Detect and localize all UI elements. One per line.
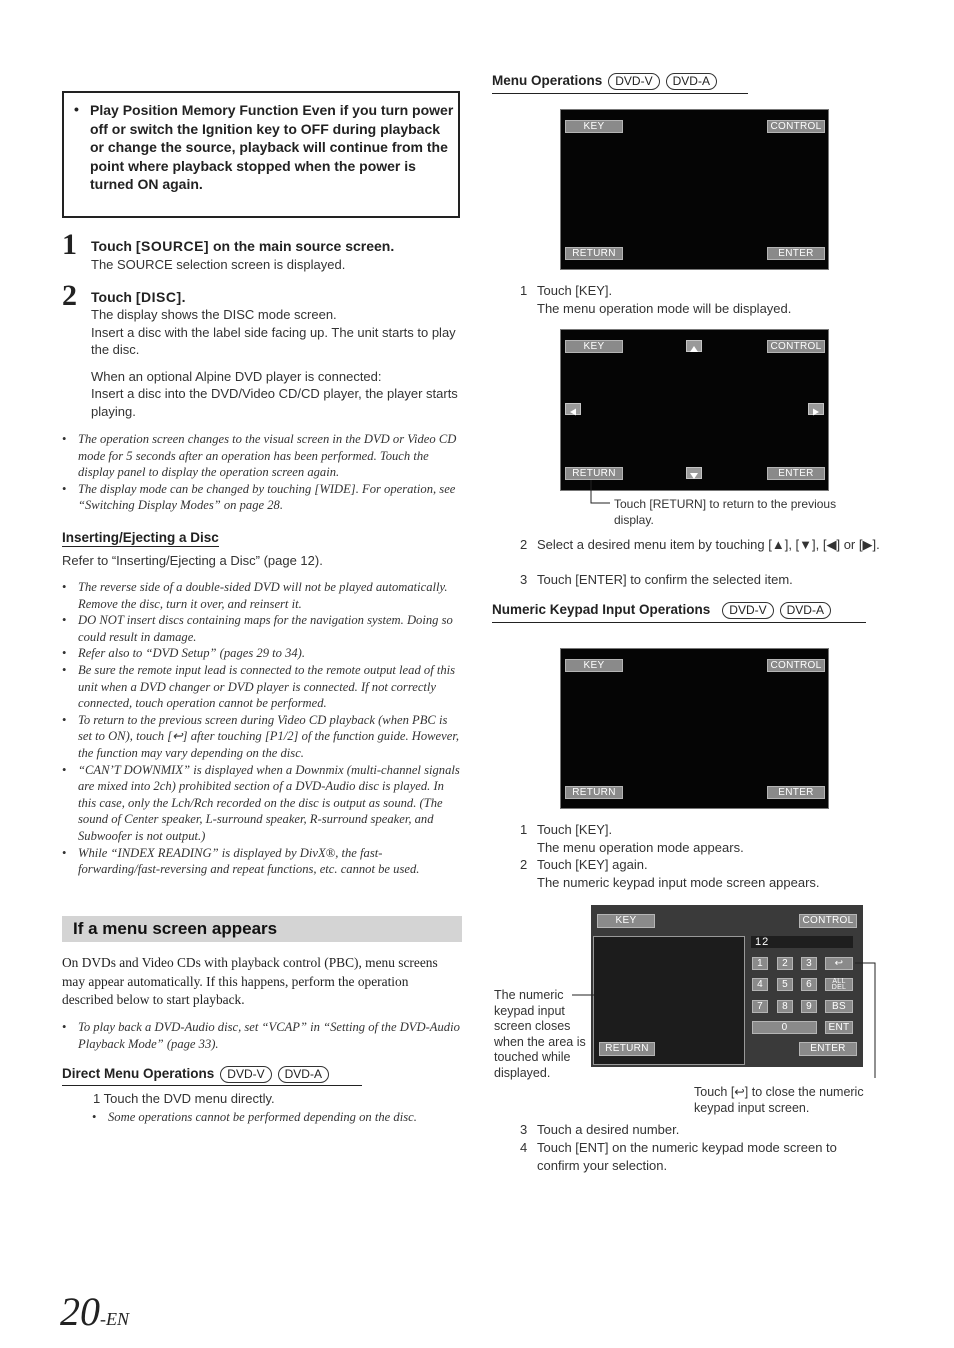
divider [62,1085,362,1086]
keypad-close-callout: The numeric keypad input screen closes when the area is touched while displayed. [494,988,586,1080]
return-callout: Touch [RETURN] to return to the previous display. [614,497,837,527]
step-number: 2 [520,537,528,552]
enter-button[interactable]: ENTER [799,1042,857,1056]
key-button[interactable]: KEY [565,340,623,353]
step-desc: Insert a disc with the label side facing up. The unit starts to play the disc. [91,324,456,357]
menu-intro: On DVDs and Video CDs with playback control (PBC), menu screens may appear automatically. If this happens, perform the operation described below to start playback. [62,955,438,1008]
down-arrow-icon [687,471,701,481]
key-8[interactable]: 8 [777,1000,793,1013]
control-button[interactable]: CONTROL [767,340,825,353]
up-arrow-button[interactable] [686,340,702,352]
step-number: 1 [62,228,77,261]
section-header [62,916,462,942]
key-9[interactable]: 9 [801,1000,817,1013]
left-arrow-icon [566,407,580,417]
menu-step-text: Touch [ENTER] to confirm the selected item. [537,572,793,587]
back-callout: Touch [↩] to close the numeric keypad input screen. [694,1085,864,1115]
step-title [91,238,394,254]
return-button[interactable]: RETURN [565,247,623,260]
divider [492,93,748,94]
bs-button[interactable]: BS [825,1000,853,1013]
key-button[interactable]: KEY [565,659,623,672]
step-title-key: [SOURCE] [135,238,210,254]
key-5[interactable]: 5 [777,978,793,991]
step-desc: The SOURCE selection screen is displayed. [91,257,346,272]
step-title-post: . [181,289,186,305]
note-item: • “CAN’T DOWNMIX” is displayed when a Downmix (multi-channel signals are mixed into 2ch) prohibited section of a DVD-Audio disc is played. In this case, only the Lch/Rch recorded on the disc is output as sound. (The sound of Center speaker, L-surround speaker, R-surround speaker, and Subwoofer is not output.) [62,762,462,845]
menu-step [537,282,791,317]
notes-list [62,579,462,878]
dvd-v-badge: DVD-V [220,1066,271,1083]
key-0[interactable]: 0 [752,1021,817,1034]
numeric-menu-screen [560,648,829,809]
up-arrow-icon [687,344,701,354]
note-item: • Be sure the remote input lead is connected to the remote output lead of this unit when a DVD changer or DVD player is connected. If not correctly connected, touch operation cannot be performed. [62,662,462,712]
step-number: 3 [520,1122,528,1137]
note-item: • Refer also to “DVD Setup” (pages 29 to 34). [62,645,462,662]
control-button[interactable]: CONTROL [799,914,857,928]
menu-control-screen [560,329,829,491]
step-number: 3 [520,572,528,587]
control-button[interactable]: CONTROL [767,659,825,672]
numeric-step-text: Touch [ENT] on the numeric keypad mode screen to confirm your selection. [537,1140,837,1173]
step-number: 1 [520,822,528,837]
step-desc: The display shows the DISC mode screen. [91,307,337,322]
note-item: • Some operations cannot be performed depending on the disc. [92,1109,462,1126]
enter-button[interactable]: ENTER [767,247,825,260]
direct-heading-text: Direct Menu Operations [62,1066,215,1081]
menu-step-text: Touch [KEY]. [537,283,613,298]
step-number: 4 [520,1140,528,1155]
key-button[interactable]: KEY [597,914,655,928]
numeric-step-text: Touch [KEY]. [537,822,613,837]
return-button[interactable]: RETURN [565,467,623,480]
all-del-button[interactable]: ALL DEL [825,978,853,991]
dvd-v-badge: DVD-V [608,73,659,90]
numeric-step-text: Touch [KEY] again. [537,857,648,872]
ent-button[interactable]: ENT [825,1021,853,1034]
numeric-step [537,856,820,891]
down-arrow-button[interactable] [686,467,702,479]
inserting-ref: Refer to “Inserting/Ejecting a Disc” (page 12). [62,553,323,568]
step-number: 2 [62,279,77,312]
page-number-value: 20 [60,1289,100,1334]
enter-button[interactable]: ENTER [767,467,825,480]
key-3[interactable]: 3 [801,957,817,970]
menu-step-text: The menu operation mode will be displayed. [537,300,792,316]
numeric-heading [492,602,831,619]
key-6[interactable]: 6 [801,978,817,991]
dvd-a-badge: DVD-A [666,73,717,90]
note-item: • The operation screen changes to the visual screen in the DVD or Video CD mode for 5 seconds after an operation has been performed. Touch the display panel to display the operation screen again. [62,431,462,481]
menu-ops-heading [492,73,717,90]
note-item: • The display mode can be changed by touching [WIDE]. For operation, see “Switching Display Modes” on page 28. [62,481,462,514]
step-title-pre: Touch [91,238,136,254]
note-item: • To play back a DVD-Audio disc, set “VCAP” in “Setting of the DVD-Audio Playback Mode” (page 33). [62,1019,462,1052]
step-desc: Insert a disc into the DVD/Video CD/CD player, the player starts playing. [91,386,458,419]
return-button[interactable]: RETURN [599,1042,655,1056]
note-item: • To return to the previous screen during Video CD playback (when PBC is set to ON), touch [↩] after touching [P1/2] of the function guide. However, the function may vary depending on the disc. [62,712,462,762]
numeric-step-text: The menu operation mode appears. [537,839,744,855]
divider [492,622,866,623]
step-title-key: [DISC] [135,289,182,305]
direct-heading [62,1066,329,1083]
return-button[interactable]: RETURN [565,786,623,799]
key-4[interactable]: 4 [752,978,768,991]
input-display: 12 [751,936,853,948]
keypad-screen [591,905,863,1067]
note-item: • DO NOT insert discs containing maps for the navigation system. Doing so could result in damage. [62,612,462,645]
control-button[interactable]: CONTROL [767,120,825,133]
bullet: • [74,101,79,117]
key-button[interactable]: KEY [565,120,623,133]
numeric-step [537,821,744,856]
notes-list [92,1109,462,1126]
dvd-a-badge: DVD-A [780,602,831,619]
step-number: 2 [520,857,528,872]
step-number: 1 [520,283,528,298]
enter-button[interactable]: ENTER [767,786,825,799]
memo-text: Play Position Memory Function Even if you turn power off or switch the Ignition key to OFF during playback or change the source, playback will continue from the point where playback stopped when the power is turned ON again. [90,102,454,192]
key-1[interactable]: 1 [752,957,768,970]
direct-step: 1 Touch the DVD menu directly. [93,1091,275,1106]
back-button[interactable]: ↩ [825,957,853,970]
left-arrow-button[interactable] [565,403,581,415]
numeric-heading-text: Numeric Keypad Input Operations [492,602,711,617]
right-arrow-button[interactable] [808,403,824,415]
inserting-heading: Inserting/Ejecting a Disc [62,530,219,545]
callout-line [855,958,879,1082]
step-title-pre: Touch [91,289,136,305]
key-7[interactable]: 7 [752,1000,768,1013]
page-number [60,1288,129,1335]
numeric-step-text: The numeric keypad input mode screen appears. [537,874,820,890]
numeric-step-text: Touch a desired number. [537,1122,680,1137]
memo-box [62,91,460,218]
step-desc: When an optional Alpine DVD player is connected: [91,368,382,384]
menu-ops-heading-text: Menu Operations [492,73,603,88]
dvd-v-badge: DVD-V [722,602,773,619]
menu-step-text: Select a desired menu item by touching [▲], [▼], [◀] or [▶]. [537,537,880,552]
key-2[interactable]: 2 [777,957,793,970]
right-arrow-icon [809,407,823,417]
step-title [91,289,186,305]
notes-list [62,431,462,514]
dvd-a-badge: DVD-A [278,1066,329,1083]
notes-list [62,1019,462,1052]
step-desc-block [91,306,463,420]
menu-screen [560,109,829,270]
page-suffix: -EN [100,1309,129,1329]
section-title: If a menu screen appears [73,919,278,938]
note-item: • While “INDEX READING” is displayed by DivX®, the fast-forwarding/fast-reversing and repeat functions, etc. cannot be used. [62,845,462,878]
step-title-post: on the main source screen. [209,238,395,254]
note-item: • The reverse side of a double-sided DVD will not be played automatically. Remove the disc, turn it over, and reinsert it. [62,579,462,612]
